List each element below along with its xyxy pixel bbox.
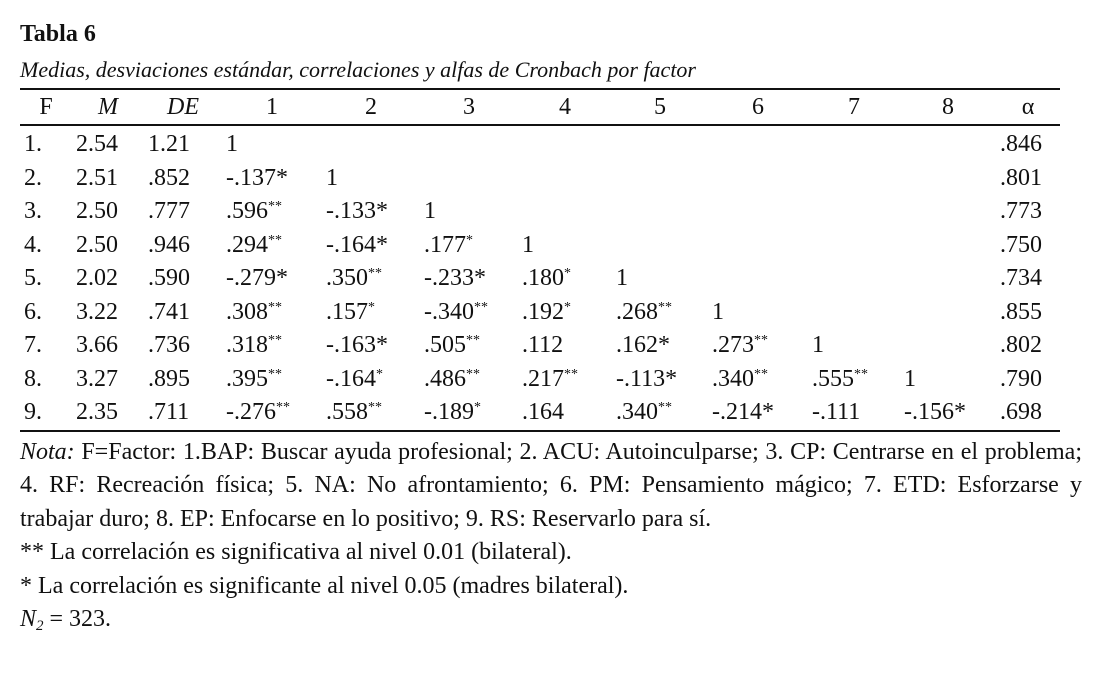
correlation-cell bbox=[612, 396, 708, 431]
correlation-cell bbox=[708, 329, 808, 363]
correlation-value: -.164* bbox=[326, 231, 388, 258]
significance-marker: ** bbox=[658, 299, 672, 315]
correlation-value: 1 bbox=[326, 164, 338, 191]
correlation-value: -.276 bbox=[226, 399, 276, 426]
correlation-cell bbox=[518, 396, 612, 431]
column-header: 6 bbox=[708, 89, 808, 125]
correlation-cell bbox=[322, 296, 420, 330]
significance-marker: ** bbox=[658, 400, 672, 416]
significance-marker: ** bbox=[466, 333, 480, 349]
significance-marker: ** bbox=[268, 299, 282, 315]
significance-marker: ** bbox=[276, 400, 290, 416]
significance-marker: ** bbox=[268, 232, 282, 248]
correlation-cell bbox=[222, 363, 322, 397]
table-row bbox=[20, 329, 1060, 363]
correlation-cell bbox=[612, 329, 708, 363]
sd-cell: .852 bbox=[148, 164, 190, 191]
factor-cell: 4. bbox=[24, 231, 42, 258]
correlation-cell bbox=[808, 363, 900, 397]
correlation-cell bbox=[900, 329, 996, 363]
factor-cell: 8. bbox=[24, 365, 42, 392]
correlation-cell bbox=[808, 329, 900, 363]
note-text: F=Factor: 1.BAP: Buscar ayuda profesional; 2. ACU: Autoinculparse; 3. CP: Centrarse en el problema; 4. RF: Recreación física; 5. NA: No afrontamiento; 6. PM: Pensamiento mágico; 7. ETD: Esforzarse y trabajar duro; 8. EP: Enfocarse en lo positivo; 9. RS: Reservarlo para sí. bbox=[20, 438, 1082, 532]
correlation-cell bbox=[900, 363, 996, 397]
table-row bbox=[20, 262, 1060, 296]
mean-cell: 2.35 bbox=[76, 399, 118, 426]
factor-cell: 7. bbox=[24, 332, 42, 359]
document bbox=[20, 16, 1082, 644]
correlation-cell bbox=[808, 262, 900, 296]
column-header: 4 bbox=[518, 89, 612, 125]
significance-marker: * bbox=[474, 400, 481, 416]
correlation-cell bbox=[808, 229, 900, 263]
n-value: = 323. bbox=[43, 606, 112, 632]
correlation-value: .177 bbox=[424, 231, 466, 258]
significance-marker: * bbox=[368, 299, 375, 315]
correlation-cell bbox=[900, 262, 996, 296]
table-row bbox=[20, 363, 1060, 397]
correlation-cell bbox=[808, 162, 900, 196]
correlation-cell bbox=[808, 125, 900, 162]
correlation-value: .350 bbox=[326, 265, 368, 292]
column-header: 5 bbox=[612, 89, 708, 125]
sd-cell: .777 bbox=[148, 198, 190, 225]
correlation-cell bbox=[808, 296, 900, 330]
correlation-value: 1 bbox=[904, 365, 916, 392]
correlation-cell bbox=[518, 125, 612, 162]
correlation-cell bbox=[708, 396, 808, 431]
alpha-cell: .790 bbox=[1000, 365, 1042, 392]
significance-marker: * bbox=[564, 266, 571, 282]
significance-marker: ** bbox=[754, 333, 768, 349]
table-title: Tabla 6 bbox=[20, 21, 96, 47]
note-label: Nota: bbox=[20, 438, 75, 465]
correlation-cell bbox=[612, 363, 708, 397]
column-header: 2 bbox=[322, 89, 420, 125]
alpha-cell: .698 bbox=[1000, 399, 1042, 426]
mean-cell: 3.27 bbox=[76, 365, 118, 392]
significance-note-005: * La correlación es significante al nivel 0.05 (madres bilateral). bbox=[20, 572, 629, 599]
correlation-cell bbox=[612, 162, 708, 196]
sd-cell: 1.21 bbox=[148, 131, 190, 158]
correlation-value: 1 bbox=[812, 332, 824, 359]
correlation-value: -.137* bbox=[226, 164, 288, 191]
correlation-value: 1 bbox=[522, 231, 534, 258]
correlation-value: -.214* bbox=[712, 399, 774, 426]
correlation-value: .273 bbox=[712, 332, 754, 359]
correlation-cell bbox=[222, 125, 322, 162]
correlation-cell bbox=[900, 195, 996, 229]
n-subscript: 2 bbox=[36, 618, 44, 634]
correlation-cell bbox=[420, 195, 518, 229]
table-row bbox=[20, 296, 1060, 330]
mean-cell: 3.66 bbox=[76, 332, 118, 359]
alpha-cell: .802 bbox=[1000, 332, 1042, 359]
significance-marker: ** bbox=[268, 366, 282, 382]
correlation-cell bbox=[322, 162, 420, 196]
alpha-cell: .750 bbox=[1000, 231, 1042, 258]
column-header: F bbox=[20, 89, 72, 125]
correlation-cell bbox=[518, 329, 612, 363]
header-row bbox=[20, 89, 1060, 125]
correlation-cell bbox=[420, 296, 518, 330]
factor-cell: 2. bbox=[24, 164, 42, 191]
correlation-value: .308 bbox=[226, 298, 268, 325]
correlation-cell bbox=[808, 396, 900, 431]
correlation-cell bbox=[420, 262, 518, 296]
correlation-cell bbox=[420, 229, 518, 263]
significance-marker: ** bbox=[268, 333, 282, 349]
significance-marker: ** bbox=[268, 199, 282, 215]
correlation-value: .268 bbox=[616, 298, 658, 325]
correlation-value: .164 bbox=[522, 399, 564, 426]
column-header: 3 bbox=[420, 89, 518, 125]
correlation-cell bbox=[420, 125, 518, 162]
correlation-cell bbox=[420, 329, 518, 363]
sd-cell: .946 bbox=[148, 231, 190, 258]
correlation-cell bbox=[420, 162, 518, 196]
correlation-value: -.340 bbox=[424, 298, 474, 325]
correlation-cell bbox=[222, 329, 322, 363]
significance-marker: ** bbox=[368, 400, 382, 416]
correlation-cell bbox=[900, 396, 996, 431]
mean-cell: 2.50 bbox=[76, 198, 118, 225]
correlation-value: .596 bbox=[226, 198, 268, 225]
mean-cell: 2.54 bbox=[76, 131, 118, 158]
correlation-cell bbox=[900, 125, 996, 162]
significance-marker: ** bbox=[368, 266, 382, 282]
correlation-value: .395 bbox=[226, 365, 268, 392]
correlation-value: .112 bbox=[522, 332, 564, 359]
correlation-cell bbox=[420, 363, 518, 397]
correlation-cell bbox=[612, 195, 708, 229]
correlation-cell bbox=[518, 195, 612, 229]
column-header: M bbox=[72, 89, 144, 125]
alpha-cell: .846 bbox=[1000, 131, 1042, 158]
column-header: DE bbox=[144, 89, 222, 125]
correlation-cell bbox=[322, 363, 420, 397]
mean-cell: 2.50 bbox=[76, 231, 118, 258]
significance-marker: * bbox=[564, 299, 571, 315]
correlation-value: .555 bbox=[812, 365, 854, 392]
correlation-cell bbox=[518, 296, 612, 330]
factor-cell: 6. bbox=[24, 298, 42, 325]
correlation-value: .157 bbox=[326, 298, 368, 325]
correlation-value: -.133* bbox=[326, 198, 388, 225]
correlation-cell bbox=[322, 195, 420, 229]
correlation-cell bbox=[222, 396, 322, 431]
correlation-cell bbox=[322, 329, 420, 363]
column-header: 8 bbox=[900, 89, 996, 125]
correlation-cell bbox=[518, 262, 612, 296]
n-symbol: N bbox=[20, 606, 37, 632]
correlation-value: 1 bbox=[712, 298, 724, 325]
factor-cell: 9. bbox=[24, 399, 42, 426]
alpha-cell: .855 bbox=[1000, 298, 1042, 325]
table-row bbox=[20, 162, 1060, 196]
table-row bbox=[20, 195, 1060, 229]
correlation-cell bbox=[322, 396, 420, 431]
correlation-cell bbox=[518, 229, 612, 263]
mean-cell: 3.22 bbox=[76, 298, 118, 325]
correlation-value: -.113* bbox=[616, 365, 678, 392]
correlation-cell bbox=[322, 262, 420, 296]
correlation-value: .180 bbox=[522, 265, 564, 292]
alpha-cell: .734 bbox=[1000, 265, 1042, 292]
correlation-value: .505 bbox=[424, 332, 466, 359]
correlation-value: 1 bbox=[424, 198, 436, 225]
correlation-value: -.156* bbox=[904, 399, 966, 426]
alpha-cell: .773 bbox=[1000, 198, 1042, 225]
mean-cell: 2.51 bbox=[76, 164, 118, 191]
correlation-cell bbox=[900, 296, 996, 330]
factor-cell: 5. bbox=[24, 265, 42, 292]
sd-cell: .741 bbox=[148, 298, 190, 325]
correlation-cell bbox=[322, 125, 420, 162]
correlation-cell bbox=[708, 363, 808, 397]
correlation-cell bbox=[518, 363, 612, 397]
correlation-value: .162* bbox=[616, 332, 670, 359]
correlation-cell bbox=[222, 296, 322, 330]
correlation-cell bbox=[708, 229, 808, 263]
correlation-value: -.189 bbox=[424, 399, 474, 426]
correlation-cell bbox=[808, 195, 900, 229]
significance-marker: ** bbox=[564, 366, 578, 382]
sd-cell: .895 bbox=[148, 365, 190, 392]
significance-marker: ** bbox=[474, 299, 488, 315]
correlation-value: .558 bbox=[326, 399, 368, 426]
correlation-cell bbox=[612, 229, 708, 263]
correlation-value: .340 bbox=[712, 365, 754, 392]
significance-marker: * bbox=[376, 366, 383, 382]
correlation-value: 1 bbox=[226, 131, 238, 158]
mean-cell: 2.02 bbox=[76, 265, 118, 292]
significance-marker: ** bbox=[854, 366, 868, 382]
significance-marker: ** bbox=[754, 366, 768, 382]
factor-cell: 1. bbox=[24, 131, 42, 158]
column-header: 7 bbox=[808, 89, 900, 125]
correlation-cell bbox=[708, 162, 808, 196]
correlation-cell bbox=[612, 262, 708, 296]
significance-note-001: ** La correlación es significativa al nivel 0.01 (bilateral). bbox=[20, 539, 572, 565]
correlation-value: .294 bbox=[226, 231, 268, 258]
table-row bbox=[20, 396, 1060, 431]
correlation-value: -.233* bbox=[424, 265, 486, 292]
significance-marker: ** bbox=[466, 366, 480, 382]
sample-size-note bbox=[20, 603, 1082, 644]
correlation-value: .192 bbox=[522, 298, 564, 325]
correlation-value: .486 bbox=[424, 365, 466, 392]
correlation-value: 1 bbox=[616, 265, 628, 292]
correlation-cell bbox=[708, 125, 808, 162]
correlation-value: -.164 bbox=[326, 365, 376, 392]
correlation-cell bbox=[900, 162, 996, 196]
correlation-cell bbox=[322, 229, 420, 263]
correlation-cell bbox=[708, 296, 808, 330]
significance-marker: * bbox=[466, 232, 473, 248]
correlation-value: -.163* bbox=[326, 332, 388, 359]
correlation-cell bbox=[222, 229, 322, 263]
correlation-cell bbox=[222, 195, 322, 229]
correlation-cell bbox=[222, 262, 322, 296]
correlation-cell bbox=[222, 162, 322, 196]
statistics-table bbox=[20, 88, 1060, 432]
table-caption: Medias, desviaciones estándar, correlaciones y alfas de Cronbach por factor bbox=[20, 57, 696, 82]
correlation-cell bbox=[708, 195, 808, 229]
correlation-cell bbox=[708, 262, 808, 296]
factor-cell: 3. bbox=[24, 198, 42, 225]
correlation-value: -.111 bbox=[812, 399, 861, 426]
table-note bbox=[20, 436, 1082, 537]
column-header: 1 bbox=[222, 89, 322, 125]
correlation-cell bbox=[612, 125, 708, 162]
table-row bbox=[20, 229, 1060, 263]
sd-cell: .590 bbox=[148, 265, 190, 292]
correlation-cell bbox=[518, 162, 612, 196]
correlation-value: -.279* bbox=[226, 265, 288, 292]
correlation-value: .340 bbox=[616, 399, 658, 426]
column-header: α bbox=[996, 89, 1060, 125]
sd-cell: .711 bbox=[148, 399, 190, 426]
alpha-cell: .801 bbox=[1000, 164, 1042, 191]
correlation-value: .217 bbox=[522, 365, 564, 392]
correlation-cell bbox=[420, 396, 518, 431]
correlation-cell bbox=[900, 229, 996, 263]
table-row bbox=[20, 125, 1060, 162]
correlation-cell bbox=[612, 296, 708, 330]
sd-cell: .736 bbox=[148, 332, 190, 359]
correlation-value: .318 bbox=[226, 332, 268, 359]
